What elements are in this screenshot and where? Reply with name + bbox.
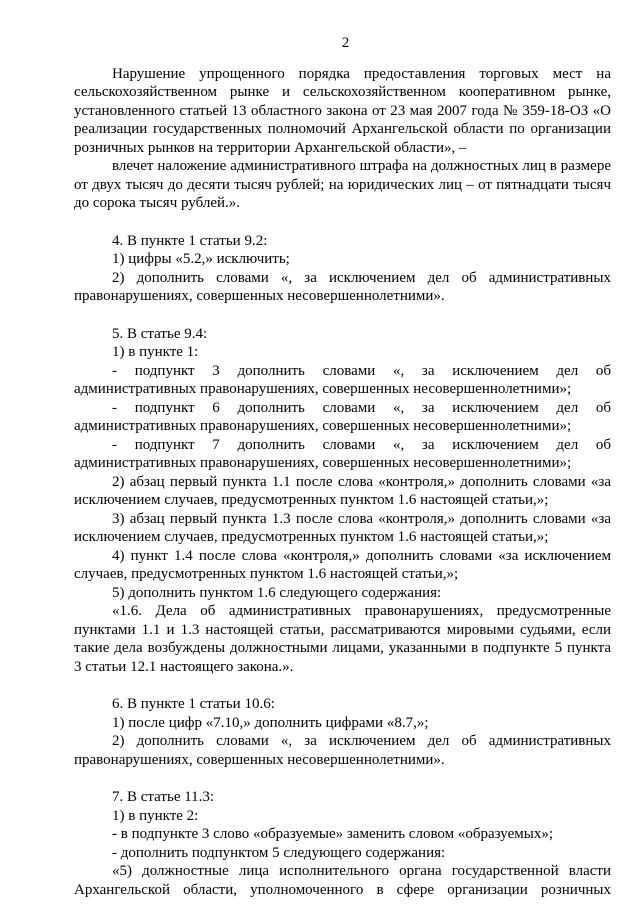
paragraph: 2) дополнить словами «, за исключением дел об административных правонарушениях, совершенных несовершеннолетними». (74, 733, 611, 768)
paragraph: 5) дополнить пунктом 1.6 следующего содержания: (112, 584, 442, 601)
paragraph-gap (74, 306, 611, 325)
paragraph: «5) должностные лица исполнительного органа государственной власти Архангельской области, уполномоченного в сфере организации розничных (74, 863, 611, 898)
paragraph: 7. В статье 11.3: (112, 789, 215, 805)
paragraph: 1) в пункте 1: (112, 344, 199, 360)
page-number: 2 (341, 35, 350, 51)
paragraph: 2) дополнить словами «, за исключением дел об административных правонарушениях, совершенных несовершеннолетними». (74, 269, 611, 304)
paragraph-gap (74, 769, 611, 788)
paragraph: 1) после цифр «7.10,» дополнить цифрами «8.7,»; (112, 714, 429, 731)
paragraph: 6. В пункте 1 статьи 10.6: (112, 696, 275, 712)
paragraph: 4) пункт 1.4 после слова «контроля,» дополнить словами «за исключением случаев, предусмотренных пунктом 1.6 настоящей статьи,»; (74, 547, 611, 582)
paragraph: Нарушение упрощенного порядка предоставления торговых мест на сельскохозяйственном рынке и сельскохозяйственном кооперативном рынке, установленного статьей 13 областного закона от 23 мая 2007 года № 359-18-ОЗ «О реализации государственных полномочий Архангельской области по организации розничных рынков на территории Архангельской области», – (74, 65, 611, 156)
paragraph: 5. В статье 9.4: (112, 325, 208, 342)
paragraph: - подпункт 6 дополнить словами «, за исключением дел об административных правонарушениях, совершенных несовершеннолетними»; (74, 399, 611, 434)
document-page (74, 34, 611, 899)
paragraph: 3) абзац первый пункта 1.3 после слова «контроля,» дополнить словами «за исключением случаев, предусмотренных пунктом 1.6 настоящей статьи,»; (74, 510, 611, 545)
paragraph: - в подпункте 3 слово «образуемые» заменить словом «образуемых»; (112, 826, 553, 842)
paragraph: - подпункт 7 дополнить словами «, за исключением дел об административных правонарушениях, совершенных несовершеннолетними»; (74, 436, 611, 471)
paragraph: 2) абзац первый пункта 1.1 после слова «контроля,» дополнить словами «за исключением случаев, предусмотренных пунктом 1.6 настоящей статьи,»; (74, 473, 611, 508)
document-body (74, 65, 611, 900)
paragraph: «1.6. Дела об административных правонарушениях, предусмотренные пунктами 1.1 и 1.3 настоящей статьи, рассматриваются мировыми судьями, если такие дела возбуждены должностными лицами, указанными в подпункте 5 пункта 3 статьи 12.1 настоящего закона.». (74, 603, 611, 675)
paragraph-gap (74, 213, 611, 232)
paragraph: 4. В пункте 1 статьи 9.2: (112, 232, 268, 249)
paragraph: - подпункт 3 дополнить словами «, за исключением дел об административных правонарушениях, совершенных несовершеннолетними»; (74, 362, 611, 397)
paragraph: 1) в пункте 2: (112, 807, 199, 824)
paragraph-gap (74, 676, 611, 695)
paragraph: влечет наложение административного штрафа на должностных лиц в размере от двух тысяч до десяти тысяч рублей; на юридических лиц – от пятнадцати тысяч до сорока тысяч рублей.». (74, 158, 611, 211)
paragraph: - дополнить подпунктом 5 следующего содержания: (112, 844, 446, 861)
paragraph: 1) цифры «5.2,» исключить; (112, 251, 290, 267)
